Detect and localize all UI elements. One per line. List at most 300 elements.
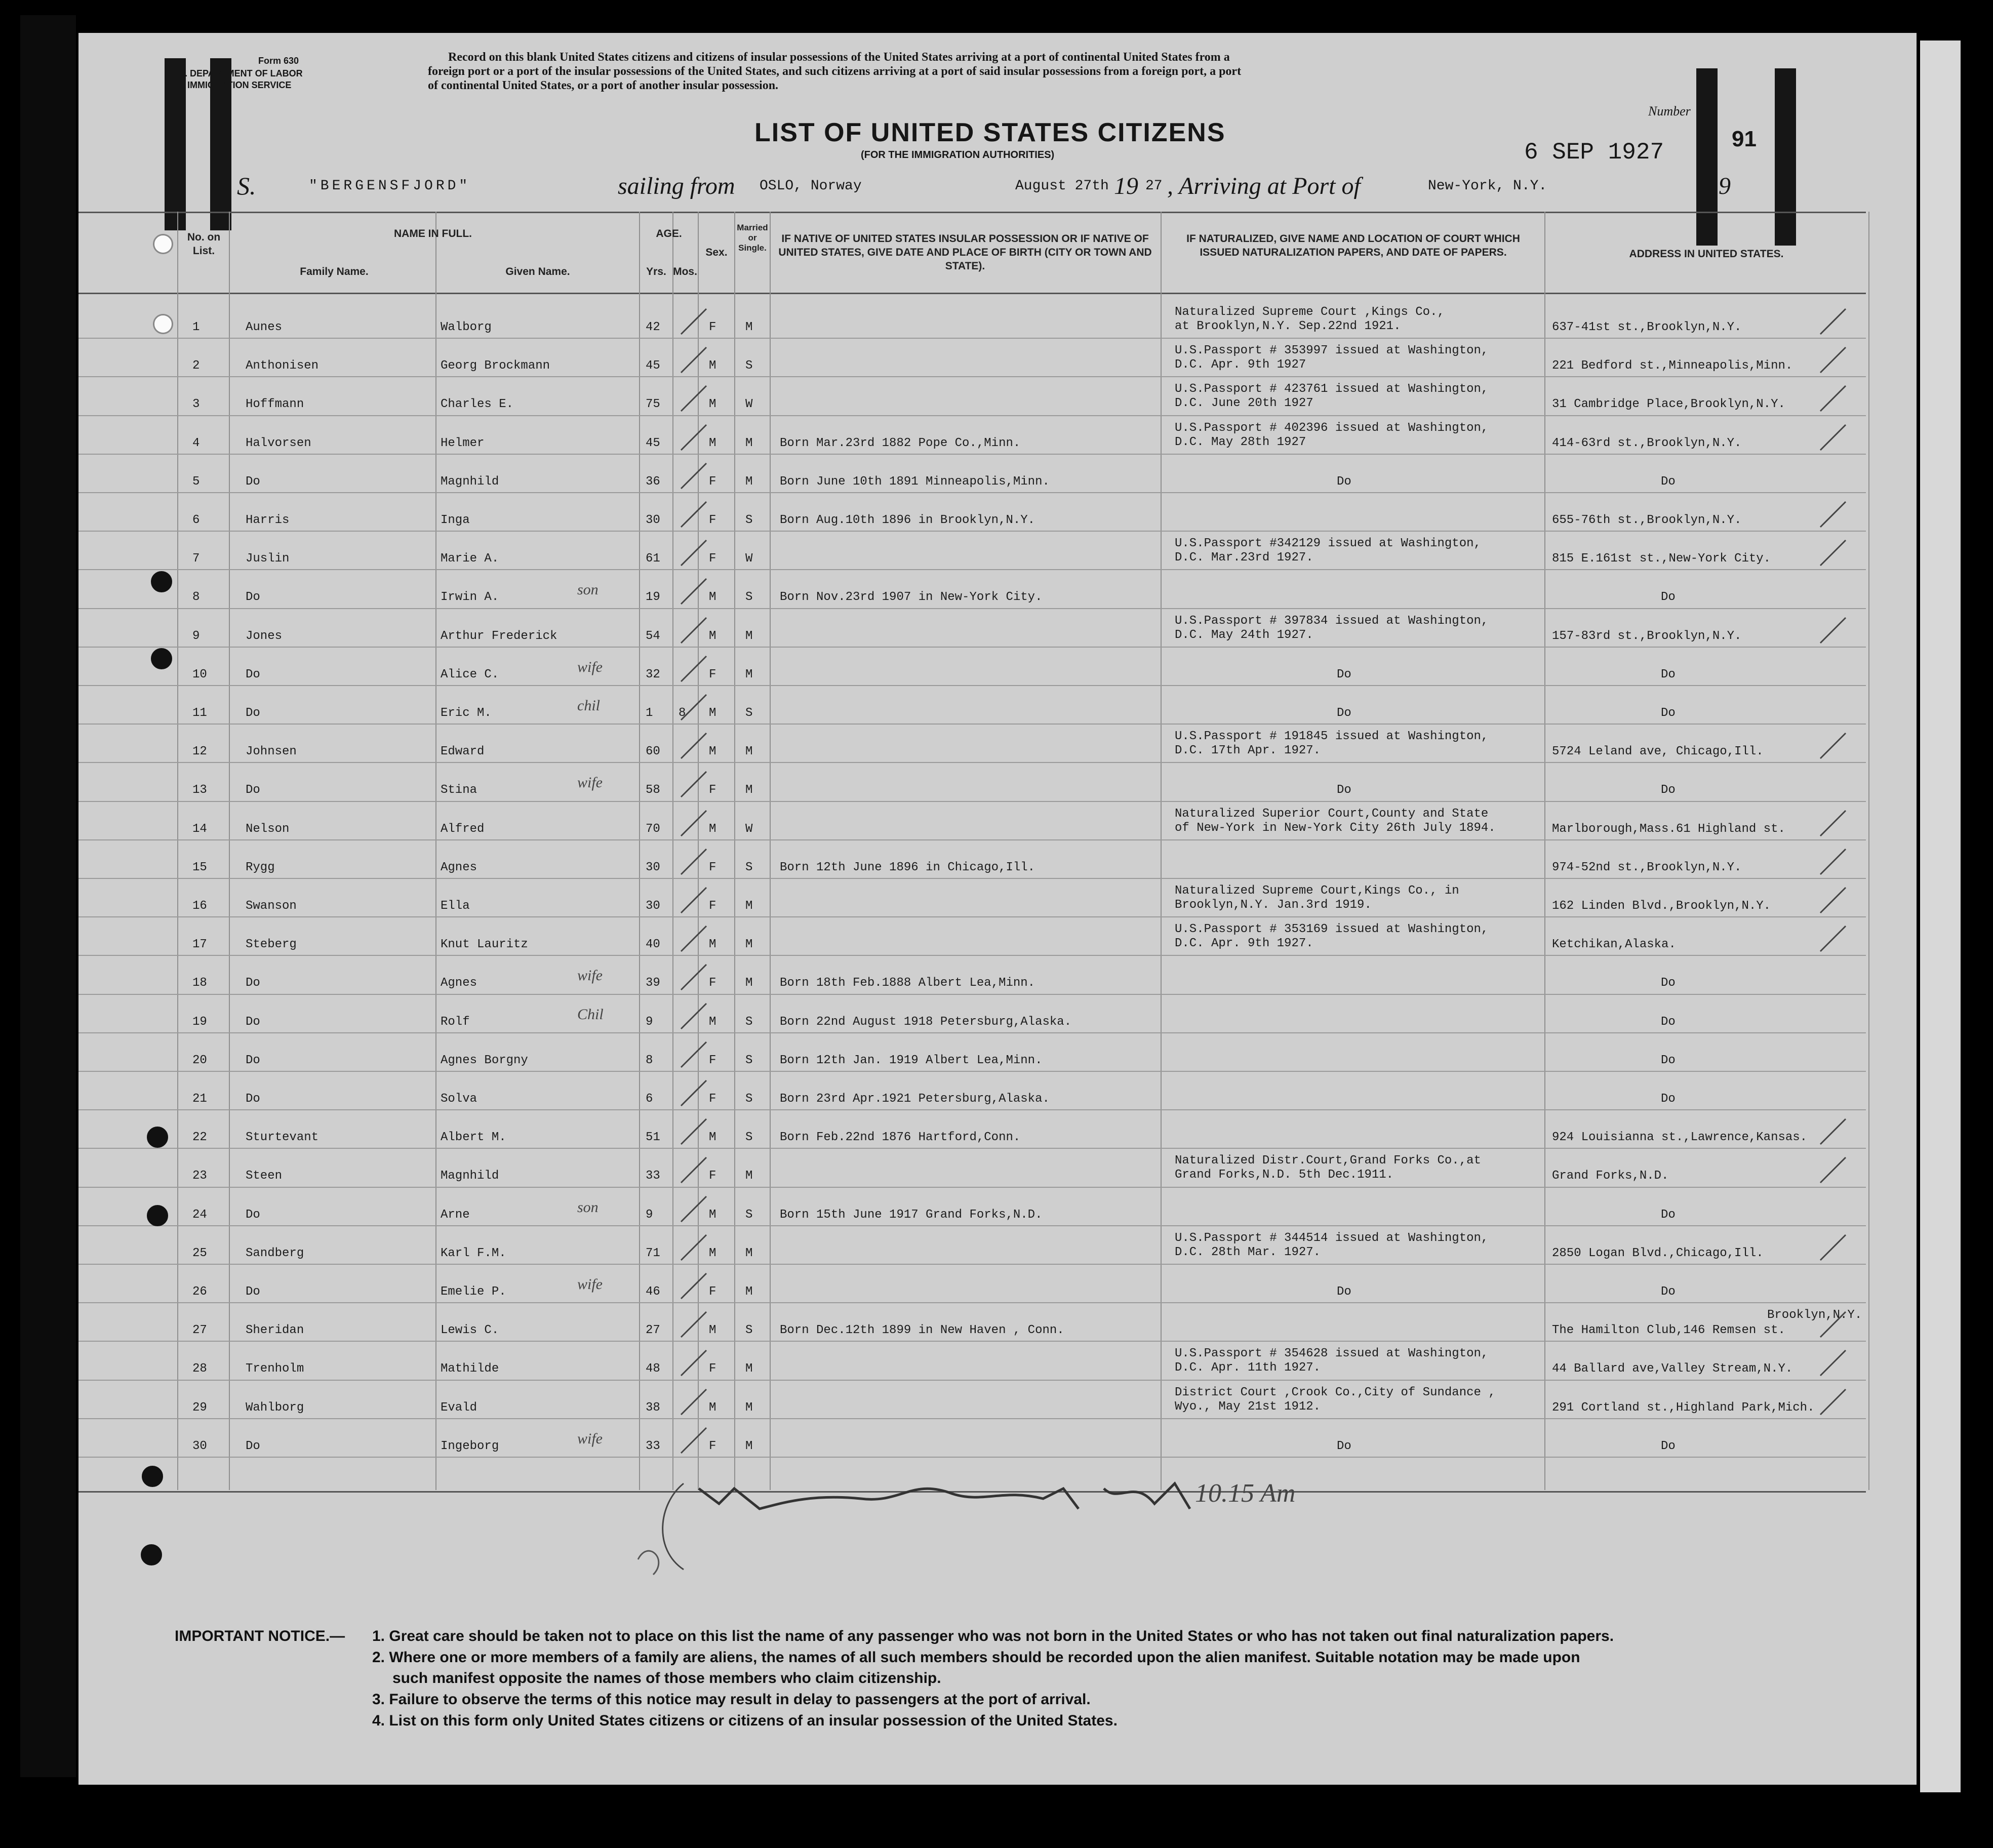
cell-given: Arne (441, 1208, 470, 1222)
cell-sex: M (709, 359, 716, 373)
cell-addr2: Do (1661, 976, 1676, 990)
cell-given: Evald (441, 1400, 477, 1415)
notice-item-3: 3. Failure to observe the terms of this notice may result in delay to passengers at the port of arrival. (372, 1691, 1091, 1708)
cell-ms: S (745, 706, 753, 720)
cell-family: Do (246, 1015, 260, 1029)
cell-addr2: 31 Cambridge Place,Brooklyn,N.Y. (1552, 397, 1785, 412)
cell-addr2: The Hamilton Club,146 Remsen st. (1552, 1323, 1785, 1338)
cell-family: Steberg (246, 938, 297, 952)
row-rule (78, 492, 1866, 493)
cell-yrs: 54 (646, 629, 660, 643)
cell-addr2: 5724 Leland ave, Chicago,Ill. (1552, 745, 1764, 759)
cell-given: Stina (441, 783, 477, 797)
cell-ms: S (745, 1323, 753, 1338)
cell-note: son (577, 1198, 599, 1216)
row-rule (78, 839, 1866, 840)
row-rule (78, 454, 1866, 455)
row-rule (78, 1032, 1866, 1033)
cell-birth: Born 12th June 1896 in Chicago,Ill. (780, 860, 1035, 874)
col-divider-1 (177, 212, 178, 1490)
cell-no: 22 (192, 1131, 207, 1145)
cell-yrs: 32 (646, 667, 660, 681)
cell-nat1: U.S.Passport # 397834 issued at Washington, (1175, 614, 1489, 628)
row-rule (78, 685, 1866, 686)
check-mark-icon (679, 1387, 709, 1422)
check-mark-icon (679, 422, 709, 458)
sailing-year: 27 (1145, 178, 1163, 194)
address-check-mark-icon (1818, 731, 1848, 766)
check-mark-icon (679, 1039, 709, 1075)
row-rule (78, 916, 1866, 917)
check-mark-icon (679, 731, 709, 766)
cell-yrs: 30 (646, 860, 660, 874)
cell-nat1: U.S.Passport #342129 issued at Washington, (1175, 537, 1481, 551)
cell-family: Do (246, 1208, 260, 1222)
cell-ms: S (745, 513, 753, 527)
cell-sex: M (709, 745, 716, 759)
check-mark-icon (679, 538, 709, 573)
binder-hole-6 (147, 1205, 168, 1226)
cell-no: 16 (192, 899, 207, 913)
row-rule (78, 1148, 1866, 1149)
cell-yrs: 48 (646, 1362, 660, 1376)
row-rule (78, 608, 1866, 609)
cell-ms: M (745, 436, 753, 450)
row-rule (78, 1109, 1866, 1110)
instruction-line-3: of continental United States, or a port of another insular possession. (428, 79, 779, 92)
cell-family: Jones (246, 629, 283, 643)
cell-given: Karl F.M. (441, 1246, 506, 1260)
cell-sex: M (709, 706, 716, 720)
check-mark-icon (679, 654, 709, 689)
cell-family: Harris (246, 513, 290, 527)
header-no: No. on List. (187, 231, 221, 257)
cell-no: 14 (192, 822, 207, 836)
cell-yrs: 33 (646, 1439, 660, 1453)
cell-addr2: Do (1661, 667, 1676, 681)
check-mark-icon (679, 1001, 709, 1036)
address-check-mark-icon (1818, 808, 1848, 843)
cell-sex: F (709, 1053, 716, 1067)
address-check-mark-icon (1818, 847, 1848, 882)
cell-given: Helmer (441, 436, 485, 450)
cell-sex: F (709, 320, 716, 334)
cell-addr2: Do (1661, 1015, 1676, 1029)
cell-sex: F (709, 1285, 716, 1299)
cell-family: Do (246, 1092, 260, 1106)
cell-no: 11 (192, 706, 207, 720)
cell-given: Inga (441, 513, 470, 527)
cell-yrs: 6 (646, 1092, 653, 1106)
cell-ms: S (745, 359, 753, 373)
cell-nat2: D.C. 28th Mar. 1927. (1175, 1245, 1321, 1259)
cell-ms: S (745, 590, 753, 605)
cell-family: Sheridan (246, 1323, 304, 1338)
cell-ms: M (745, 320, 753, 334)
cell-sex: F (709, 667, 716, 681)
binder-hole-2 (153, 314, 173, 334)
cell-ms: S (745, 1092, 753, 1106)
date-stamp: 6 SEP 1927 (1524, 139, 1664, 166)
cell-given: Lewis C. (441, 1323, 499, 1338)
cell-family: Sandberg (246, 1246, 304, 1260)
header-sex: Sex. (705, 247, 728, 258)
cell-ms: M (745, 1169, 753, 1183)
cell-no: 1 (192, 320, 200, 334)
cell-sex: M (709, 938, 716, 952)
cell-nat2: Wyo., May 21st 1912. (1175, 1399, 1321, 1414)
cell-yrs: 75 (646, 397, 660, 412)
cell-family: Nelson (246, 822, 290, 836)
col-divider-2 (229, 212, 230, 1490)
address-check-mark-icon (1818, 306, 1848, 342)
cell-given: Ingeborg (441, 1439, 499, 1453)
check-mark-icon (679, 461, 709, 496)
check-mark-icon (679, 306, 709, 342)
cell-given: Magnhild (441, 474, 499, 489)
check-mark-icon (679, 576, 709, 612)
cell-addr2: Do (1661, 474, 1676, 489)
cell-ms: S (745, 1131, 753, 1145)
address-check-mark-icon (1818, 383, 1848, 419)
cell-ms: M (745, 899, 753, 913)
cell-nat2: Do (1337, 667, 1351, 681)
ship-name: "BERGENSFJORD" (309, 178, 471, 194)
ship-prefix: S. (237, 172, 256, 200)
check-mark-icon (679, 1194, 709, 1229)
cell-sex: F (709, 474, 716, 489)
cell-addr2: Grand Forks,N.D. (1552, 1169, 1669, 1183)
cell-sex: M (709, 1131, 716, 1145)
cell-family: Juslin (246, 552, 290, 566)
cell-addr2: 815 E.161st st.,New-York City. (1552, 552, 1771, 566)
cell-family: Do (246, 474, 260, 489)
cell-given: Edward (441, 745, 485, 759)
cell-sex: F (709, 513, 716, 527)
cell-given: Arthur Frederick (441, 629, 557, 643)
cell-yrs: 58 (646, 783, 660, 797)
cell-ms: M (745, 1439, 753, 1453)
row-rule (78, 994, 1866, 995)
cell-family: Do (246, 1053, 260, 1067)
cell-yrs: 71 (646, 1246, 660, 1260)
cell-yrs: 9 (646, 1015, 653, 1029)
cell-family: Trenholm (246, 1362, 304, 1376)
row-rule (78, 338, 1866, 339)
cell-sex: M (709, 397, 716, 412)
check-mark-icon (679, 885, 709, 920)
cell-nat2: Do (1337, 474, 1351, 489)
scan-left-edge (20, 15, 76, 1777)
cell-family: Do (246, 590, 260, 605)
header-native-birth: IF NATIVE OF UNITED STATES INSULAR POSSESSION OR IF NATIVE OF UNITED STATES, GIVE DATE AND PLACE OF BIRTH (CITY OR TOWN AND STATE). (778, 233, 1152, 272)
cell-addr2: Do (1661, 1092, 1676, 1106)
cell-no: 2 (192, 359, 200, 373)
cell-ms: M (745, 667, 753, 681)
port-of-arrival: New-York, N.Y. (1428, 178, 1547, 194)
header-married-or-single: Married or Single. (737, 223, 768, 253)
cell-nat2: D.C. May 28th 1927 (1175, 435, 1306, 449)
cell-no: 12 (192, 745, 207, 759)
cell-yrs: 30 (646, 899, 660, 913)
check-mark-icon (679, 923, 709, 959)
cell-no: 17 (192, 938, 207, 952)
instruction-line-1: Record on this blank United States citizens and citizens of insular possessions of the United States arriving at a port of continental United States from a (448, 51, 1230, 64)
cell-yrs: 30 (646, 513, 660, 527)
cell-family: Do (246, 667, 260, 681)
cell-note: wife (577, 967, 603, 984)
port-of-departure: OSLO, Norway (760, 178, 862, 194)
cell-family: Halvorsen (246, 436, 311, 450)
binder-hole-8 (141, 1544, 162, 1565)
cell-given: Charles E. (441, 397, 514, 412)
cell-nat2: D.C. 17th Apr. 1927. (1175, 744, 1321, 758)
cell-addr2: 162 Linden Blvd.,Brooklyn,N.Y. (1552, 899, 1771, 913)
binding-tab-right-1 (1696, 68, 1718, 246)
cell-family: Johnsen (246, 745, 297, 759)
cell-ms: W (745, 822, 753, 836)
row-rule (78, 1264, 1866, 1265)
cell-family: Do (246, 1439, 260, 1453)
cell-ms: S (745, 1208, 753, 1222)
cell-nat2: D.C. Apr. 9th 1927 (1175, 358, 1306, 372)
cell-sex: M (709, 1400, 716, 1415)
service-label: IMMIGRATION SERVICE (187, 80, 292, 90)
row-rule (78, 531, 1866, 532)
cell-no: 30 (192, 1439, 207, 1453)
cell-nat1: U.S.Passport # 344514 issued at Washington, (1175, 1231, 1489, 1245)
cell-no: 13 (192, 783, 207, 797)
cell-sex: F (709, 860, 716, 874)
cell-addr2: Do (1661, 590, 1676, 605)
cell-nat2: D.C. Apr. 11th 1927. (1175, 1361, 1321, 1375)
cell-family: Do (246, 976, 260, 990)
form-number: Form 630 (258, 56, 299, 66)
cell-birth: Born Mar.23rd 1882 Pope Co.,Minn. (780, 436, 1021, 450)
cell-ms: S (745, 1015, 753, 1029)
year-prefix: 19 (1114, 173, 1138, 199)
cell-yrs: 51 (646, 1131, 660, 1145)
cell-nat2: at Brooklyn,N.Y. Sep.22nd 1921. (1175, 319, 1401, 333)
cell-ms: M (745, 629, 753, 643)
col-divider-9 (1161, 212, 1162, 1490)
row-rule (78, 724, 1866, 725)
cell-sex: M (709, 1323, 716, 1338)
cell-family: Do (246, 1285, 260, 1299)
cell-nat1: Naturalized Supreme Court ,Kings Co., (1175, 305, 1445, 319)
cell-birth: Born June 10th 1891 Minneapolis,Minn. (780, 474, 1050, 489)
cell-given: Georg Brockmann (441, 359, 550, 373)
cell-addr2: 44 Ballard ave,Valley Stream,N.Y. (1552, 1362, 1793, 1376)
cell-addr2: 221 Bedford st.,Minneapolis,Minn. (1552, 359, 1793, 373)
cell-yrs: 39 (646, 976, 660, 990)
cell-given: Ella (441, 899, 470, 913)
cell-given: Knut Lauritz (441, 938, 528, 952)
check-mark-icon (679, 1116, 709, 1152)
notice-item-4: 4. List on this form only United States citizens or citizens of an insular possession of the United States. (372, 1712, 1118, 1729)
address-check-mark-icon (1818, 615, 1848, 651)
check-mark-icon (679, 1232, 709, 1268)
cell-note: wife (577, 1276, 603, 1293)
notice-item-2-cont: such manifest opposite the names of those members who claim citizenship. (392, 1670, 941, 1686)
cell-family: Aunes (246, 320, 283, 334)
cell-addr1: Brooklyn,N.Y. (1767, 1308, 1862, 1322)
check-mark-icon (679, 692, 709, 728)
cell-no: 7 (192, 552, 200, 566)
cell-given: Mathilde (441, 1362, 499, 1376)
notice-label: IMPORTANT NOTICE.— (175, 1628, 345, 1644)
check-mark-icon (679, 1078, 709, 1113)
cell-yrs: 36 (646, 474, 660, 489)
cell-given: Marie A. (441, 552, 499, 566)
col-divider-11 (1868, 212, 1869, 1490)
cell-note: Chil (577, 1006, 604, 1023)
cell-no: 24 (192, 1208, 207, 1222)
address-check-mark-icon (1818, 345, 1848, 380)
cell-no: 29 (192, 1400, 207, 1415)
cell-no: 26 (192, 1285, 207, 1299)
year-suffix: 19 (1706, 173, 1731, 199)
header-age: AGE. (656, 228, 682, 239)
cell-sex: F (709, 1362, 716, 1376)
binder-hole-7 (142, 1466, 163, 1487)
cell-nat2: of New-York in New-York City 26th July 1894. (1175, 821, 1496, 835)
cell-no: 28 (192, 1362, 207, 1376)
cell-given: Emelie P. (441, 1285, 506, 1299)
row-rule (78, 955, 1866, 956)
address-check-mark-icon (1818, 1309, 1848, 1345)
scan-right-edge (1920, 41, 1961, 1792)
cell-nat1: Naturalized Distr.Court,Grand Forks Co.,at (1175, 1154, 1481, 1168)
cell-family: Wahlborg (246, 1400, 304, 1415)
arriving-label: , Arriving at Port of (1167, 173, 1361, 199)
col-divider-3 (435, 212, 436, 1490)
inspection-time: 10.15 Am (1195, 1479, 1296, 1508)
binder-hole-1 (153, 234, 173, 254)
cell-addr2: 157-83rd st.,Brooklyn,N.Y. (1552, 629, 1742, 643)
cell-family: Anthonisen (246, 359, 319, 373)
cell-note: son (577, 581, 599, 598)
cell-no: 4 (192, 436, 200, 450)
instruction-line-2: foreign port or a port of the insular possessions of the United States, and such citizens arriving at a port of said insular possessions from a foreign port, a port (428, 65, 1242, 78)
cell-given: Alfred (441, 822, 485, 836)
cell-nat2: Do (1337, 706, 1351, 720)
department-label: U. S. DEPARTMENT OF LABOR (167, 68, 303, 78)
cell-given: Magnhild (441, 1169, 499, 1183)
cell-ms: M (745, 1246, 753, 1260)
cell-ms: M (745, 1400, 753, 1415)
cell-given: Agnes (441, 860, 477, 874)
list-number: 91 (1732, 127, 1757, 151)
cell-no: 9 (192, 629, 200, 643)
cell-given: Rolf (441, 1015, 470, 1029)
cell-addr2: Do (1661, 1208, 1676, 1222)
cell-sex: F (709, 976, 716, 990)
cell-no: 8 (192, 590, 200, 605)
sailing-from-label: sailing from (618, 173, 735, 199)
cell-yrs: 1 (646, 706, 653, 720)
header-address: ADDRESS IN UNITED STATES. (1629, 248, 1784, 260)
cell-nat1: District Court ,Crook Co.,City of Sundance , (1175, 1385, 1496, 1399)
address-check-mark-icon (1818, 923, 1848, 959)
address-check-mark-icon (1818, 1232, 1848, 1268)
cell-sex: M (709, 629, 716, 643)
cell-sex: F (709, 1169, 716, 1183)
cell-birth: Born Nov.23rd 1907 in New-York City. (780, 590, 1043, 605)
cell-nat1: Naturalized Superior Court,County and State (1175, 807, 1489, 821)
cell-no: 5 (192, 474, 200, 489)
cell-sex: F (709, 783, 716, 797)
cell-family: Hoffmann (246, 397, 304, 412)
binding-tab-left-1 (165, 58, 186, 230)
row-rule (78, 376, 1866, 377)
page-subtitle: (FOR THE IMMIGRATION AUTHORITIES) (861, 149, 1055, 160)
notice-item-1: 1. Great care should be taken not to place on this list the name of any passenger who was not born in the United States or who has not taken out final naturalization papers. (372, 1628, 1614, 1644)
check-mark-icon (679, 1155, 709, 1190)
cell-no: 19 (192, 1015, 207, 1029)
cell-yrs: 9 (646, 1208, 653, 1222)
cell-family: Sturtevant (246, 1131, 319, 1145)
header-naturalized: IF NATURALIZED, GIVE NAME AND LOCATION OF COURT WHICH ISSUED NATURALIZATION PAPERS, AND DATE OF PAPERS. (1186, 233, 1520, 258)
row-rule (78, 1341, 1866, 1342)
cell-addr2: Do (1661, 1053, 1676, 1067)
cell-ms: M (745, 745, 753, 759)
cell-nat2: Do (1337, 783, 1351, 797)
cell-sex: M (709, 1246, 716, 1260)
col-divider-7 (734, 212, 735, 1490)
cell-nat2: Do (1337, 1285, 1351, 1299)
cell-ms: M (745, 938, 753, 952)
cell-nat1: Naturalized Supreme Court,Kings Co., in (1175, 884, 1459, 898)
cell-birth: Born 12th Jan. 1919 Albert Lea,Minn. (780, 1053, 1043, 1067)
address-check-mark-icon (1818, 422, 1848, 458)
cell-yrs: 46 (646, 1285, 660, 1299)
cell-yrs: 45 (646, 436, 660, 450)
cell-no: 10 (192, 667, 207, 681)
cell-no: 6 (192, 513, 200, 527)
check-mark-icon (679, 615, 709, 651)
col-divider-4 (639, 212, 640, 1490)
cell-addr2: 924 Louisianna st.,Lawrence,Kansas. (1552, 1131, 1808, 1145)
table-top-rule (78, 212, 1866, 213)
row-rule (78, 1418, 1866, 1419)
header-bottom-rule (78, 293, 1866, 294)
cell-addr2: 2850 Logan Blvd.,Chicago,Ill. (1552, 1246, 1764, 1260)
cell-no: 15 (192, 860, 207, 874)
cell-nat1: U.S.Passport # 353997 issued at Washington, (1175, 344, 1489, 358)
cell-addr2: Do (1661, 1285, 1676, 1299)
cell-note: wife (577, 774, 603, 791)
check-mark-icon (679, 962, 709, 997)
cell-birth: Born 22nd August 1918 Petersburg,Alaska. (780, 1015, 1072, 1029)
header-name-in-full: NAME IN FULL. (394, 228, 472, 239)
cell-addr2: 974-52nd st.,Brooklyn,N.Y. (1552, 860, 1742, 874)
cell-ms: M (745, 783, 753, 797)
cell-birth: Born Dec.12th 1899 in New Haven , Conn. (780, 1323, 1064, 1338)
cell-sex: M (709, 1015, 716, 1029)
cell-no: 23 (192, 1169, 207, 1183)
cell-nat2: D.C. Mar.23rd 1927. (1175, 551, 1313, 565)
cell-yrs: 27 (646, 1323, 660, 1338)
row-rule (78, 762, 1866, 763)
cell-ms: W (745, 397, 753, 412)
check-mark-icon (679, 808, 709, 843)
address-check-mark-icon (1818, 1116, 1848, 1152)
binding-tab-right-2 (1775, 68, 1796, 246)
cell-addr2: Ketchikan,Alaska. (1552, 938, 1676, 952)
cell-given: Albert M. (441, 1131, 506, 1145)
cell-no: 20 (192, 1053, 207, 1067)
